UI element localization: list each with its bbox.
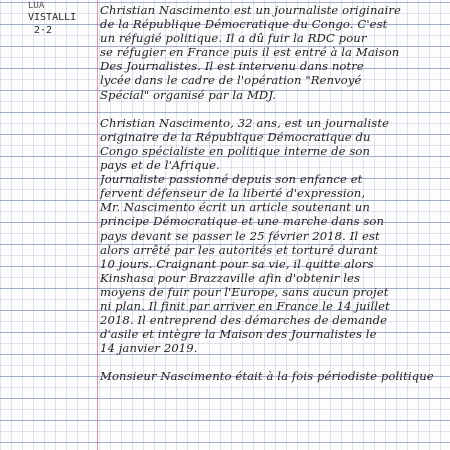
text-line-partial: Monsieur Nascimento était à la fois périodiste politique [100,369,434,384]
text-line: Journaliste passionné depuis son enfance et [100,172,363,187]
paragraph-bio [100,116,445,172]
margin-note-top: LUA [28,1,45,11]
text-line: alors arrêté par les autorités et torturé durant [100,242,378,257]
text-line: de la République Démocratique du Congo. C'est [100,17,388,32]
text-line: Christian Nascimento est un journaliste originaire [100,3,401,17]
margin-line [97,0,98,450]
paragraph-intro [100,3,445,102]
text-line: Mr. Nascimento écrit un article soutenant un [100,200,370,215]
paragraph-gap [100,102,445,116]
text-line: un réfugié politique. Il a dû fuir la RDC pour [100,31,367,46]
margin-note-class: 2·2 [34,25,53,36]
handwritten-text [100,3,445,384]
text-line: 2018. Il entreprend des démarches de demande [100,313,388,328]
text-line: pays devant se passer le 25 février 2018. Il est [100,228,380,243]
text-line: 14 janvier 2019. [100,341,198,356]
text-line: 10 jours. Craignant pour sa vie, il quitte alors [100,256,374,271]
text-line: Congo spécialiste en politique interne de son [100,143,371,158]
text-line: lycée dans le cadre de l'opération "Renvoyé [100,73,362,88]
text-line: ni plan. Il finit par arriver en France le 14 juillet [100,298,390,313]
text-line: pays et de l'Afrique. [100,158,220,173]
text-line: Des Journalistes. Il est intervenu dans notre [100,59,364,74]
text-line: Christian Nascimento, 32 ans, est un journaliste [100,115,390,130]
text-line: originaire de la République Démocratique du [100,129,371,144]
text-line: Spécial" organisé par la MDJ. [100,87,276,102]
text-line: principe Démocratique et une marche dans son [100,214,385,229]
paragraph-story [100,172,445,355]
text-line: se réfugier en France puis il est entré à la Maison [100,45,400,60]
margin-note-name: VISTALLI [28,12,77,23]
text-line: Kinshasa pour Brazzaville afin d'obtenir les [100,270,361,285]
text-line: d'asile et intègre la Maison des Journalistes le [100,327,377,342]
paragraph-gap [100,355,445,369]
text-line: moyens de fuir pour l'Europe, sans aucun projet [100,284,389,299]
text-line: fervent défenseur de la liberté d'expression, [100,186,366,201]
